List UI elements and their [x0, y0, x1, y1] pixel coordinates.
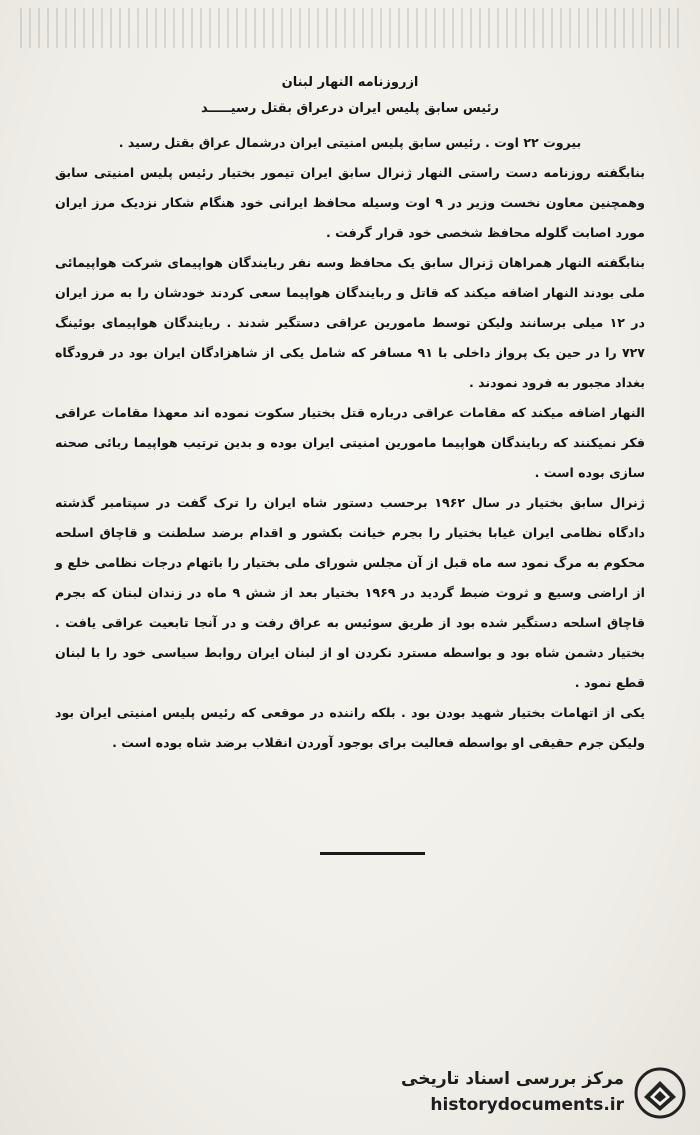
watermark-title: مرکز بررسی اسناد تاریخی: [401, 1069, 624, 1089]
end-rule: [320, 852, 425, 855]
document-headline: رئیس سابق پلیس ایران درعراق بقتل رسیـــــد: [201, 101, 499, 116]
paragraph-1: بنابگفته روزنامه دست راستی النهار ژنرال سابق ایران تیمور بختیار رئیس پلیس امنیتی سابق وهمچنین معاون نخست وزیر در ۹ اوت وسیله محافظ ایرانی خود هنگام شکار نزدیک مرز ایران مورد اصابت گلوله محافظ شخصی خود قرار گرفت .: [55, 165, 645, 240]
scan-artifact: [20, 8, 680, 48]
document-body: [55, 70, 645, 758]
paragraph-4: ژنرال سابق بختیار در سال ۱۹۶۲ برحسب دستور شاه ایران را ترک گفت در سپتامبر گذشته دادگاه نظامی ایران غیابا بختیار را بجرم خیانت بکشور و اقدام برضد سلطنت و قاچاق اسلحه محکوم به مرگ نمود سه ماه قبل از آن مجلس شورای ملی بختیار را باتهام درجات نظامی خلع و از اراضی وسیع و ثروت ضبط گردید در ۱۹۶۹ بختیار بعد از شش ۹ ماه در زندان لبنان که بجرم قاچاق اسلحه دستگیر شده بود از طریق سوئیس به عراق رفت و در آنجا تابعیت عراقی یافت . بختیار دشمن شاه بود و بواسطه مسترد نکردن او از لبنان ایران روابط سیاسی خود را با لبنان قطع نمود .: [55, 495, 645, 690]
source-line: ازروزنامه النهار لبنان: [281, 75, 419, 90]
paragraph-5: یکی از اتهامات بختیار شهید بودن بود . بلکه راننده در موقعی که رئیس پلیس امنیتی ایران بود ولیکن جرم حقیقی او بواسطه فعالیت برای بوجود آوردن انقلاب برضد شاه بوده است .: [55, 705, 645, 750]
paragraph-2: بنابگفته النهار همراهان ژنرال سابق یک محافظ وسه نفر ربایندگان هواپیمای شرکت هواپیمائی ملی بودند النهار اضافه میکند که قاتل و ربایندگان هواپیما سعی کردند خودشان را به مرز ایران در ۱۲ میلی برسانند ولیکن توسط مامورین عراقی دستگیر شدند . ربایندگان هواپیمای بوئینگ ۷۲۷ را در حین یک پرواز داخلی با ۹۱ مسافر که شامل یکی از شاهزادگان ایران بود در فرودگاه بغداد مجبور به فرود نمودند .: [55, 255, 645, 390]
archive-book-logo-icon: [634, 1067, 686, 1119]
paragraph-3: النهار اضافه میکند که مقامات عراقی درباره قتل بختیار سکوت نموده اند معهذا مقامات عراقی فکر نمیکنند که ربایندگان هواپیما مامورین امنیتی ایران بوده و بدین ترتیب هواپیما ربائی صحنه سازی بوده است .: [55, 405, 645, 480]
watermark: [396, 1063, 686, 1123]
watermark-url: historydocuments.ir: [430, 1095, 624, 1115]
dateline-paragraph: بیروت ۲۲ اوت . رئیس سابق پلیس امنیتی ایران درشمال عراق بقتل رسید .: [118, 135, 582, 150]
